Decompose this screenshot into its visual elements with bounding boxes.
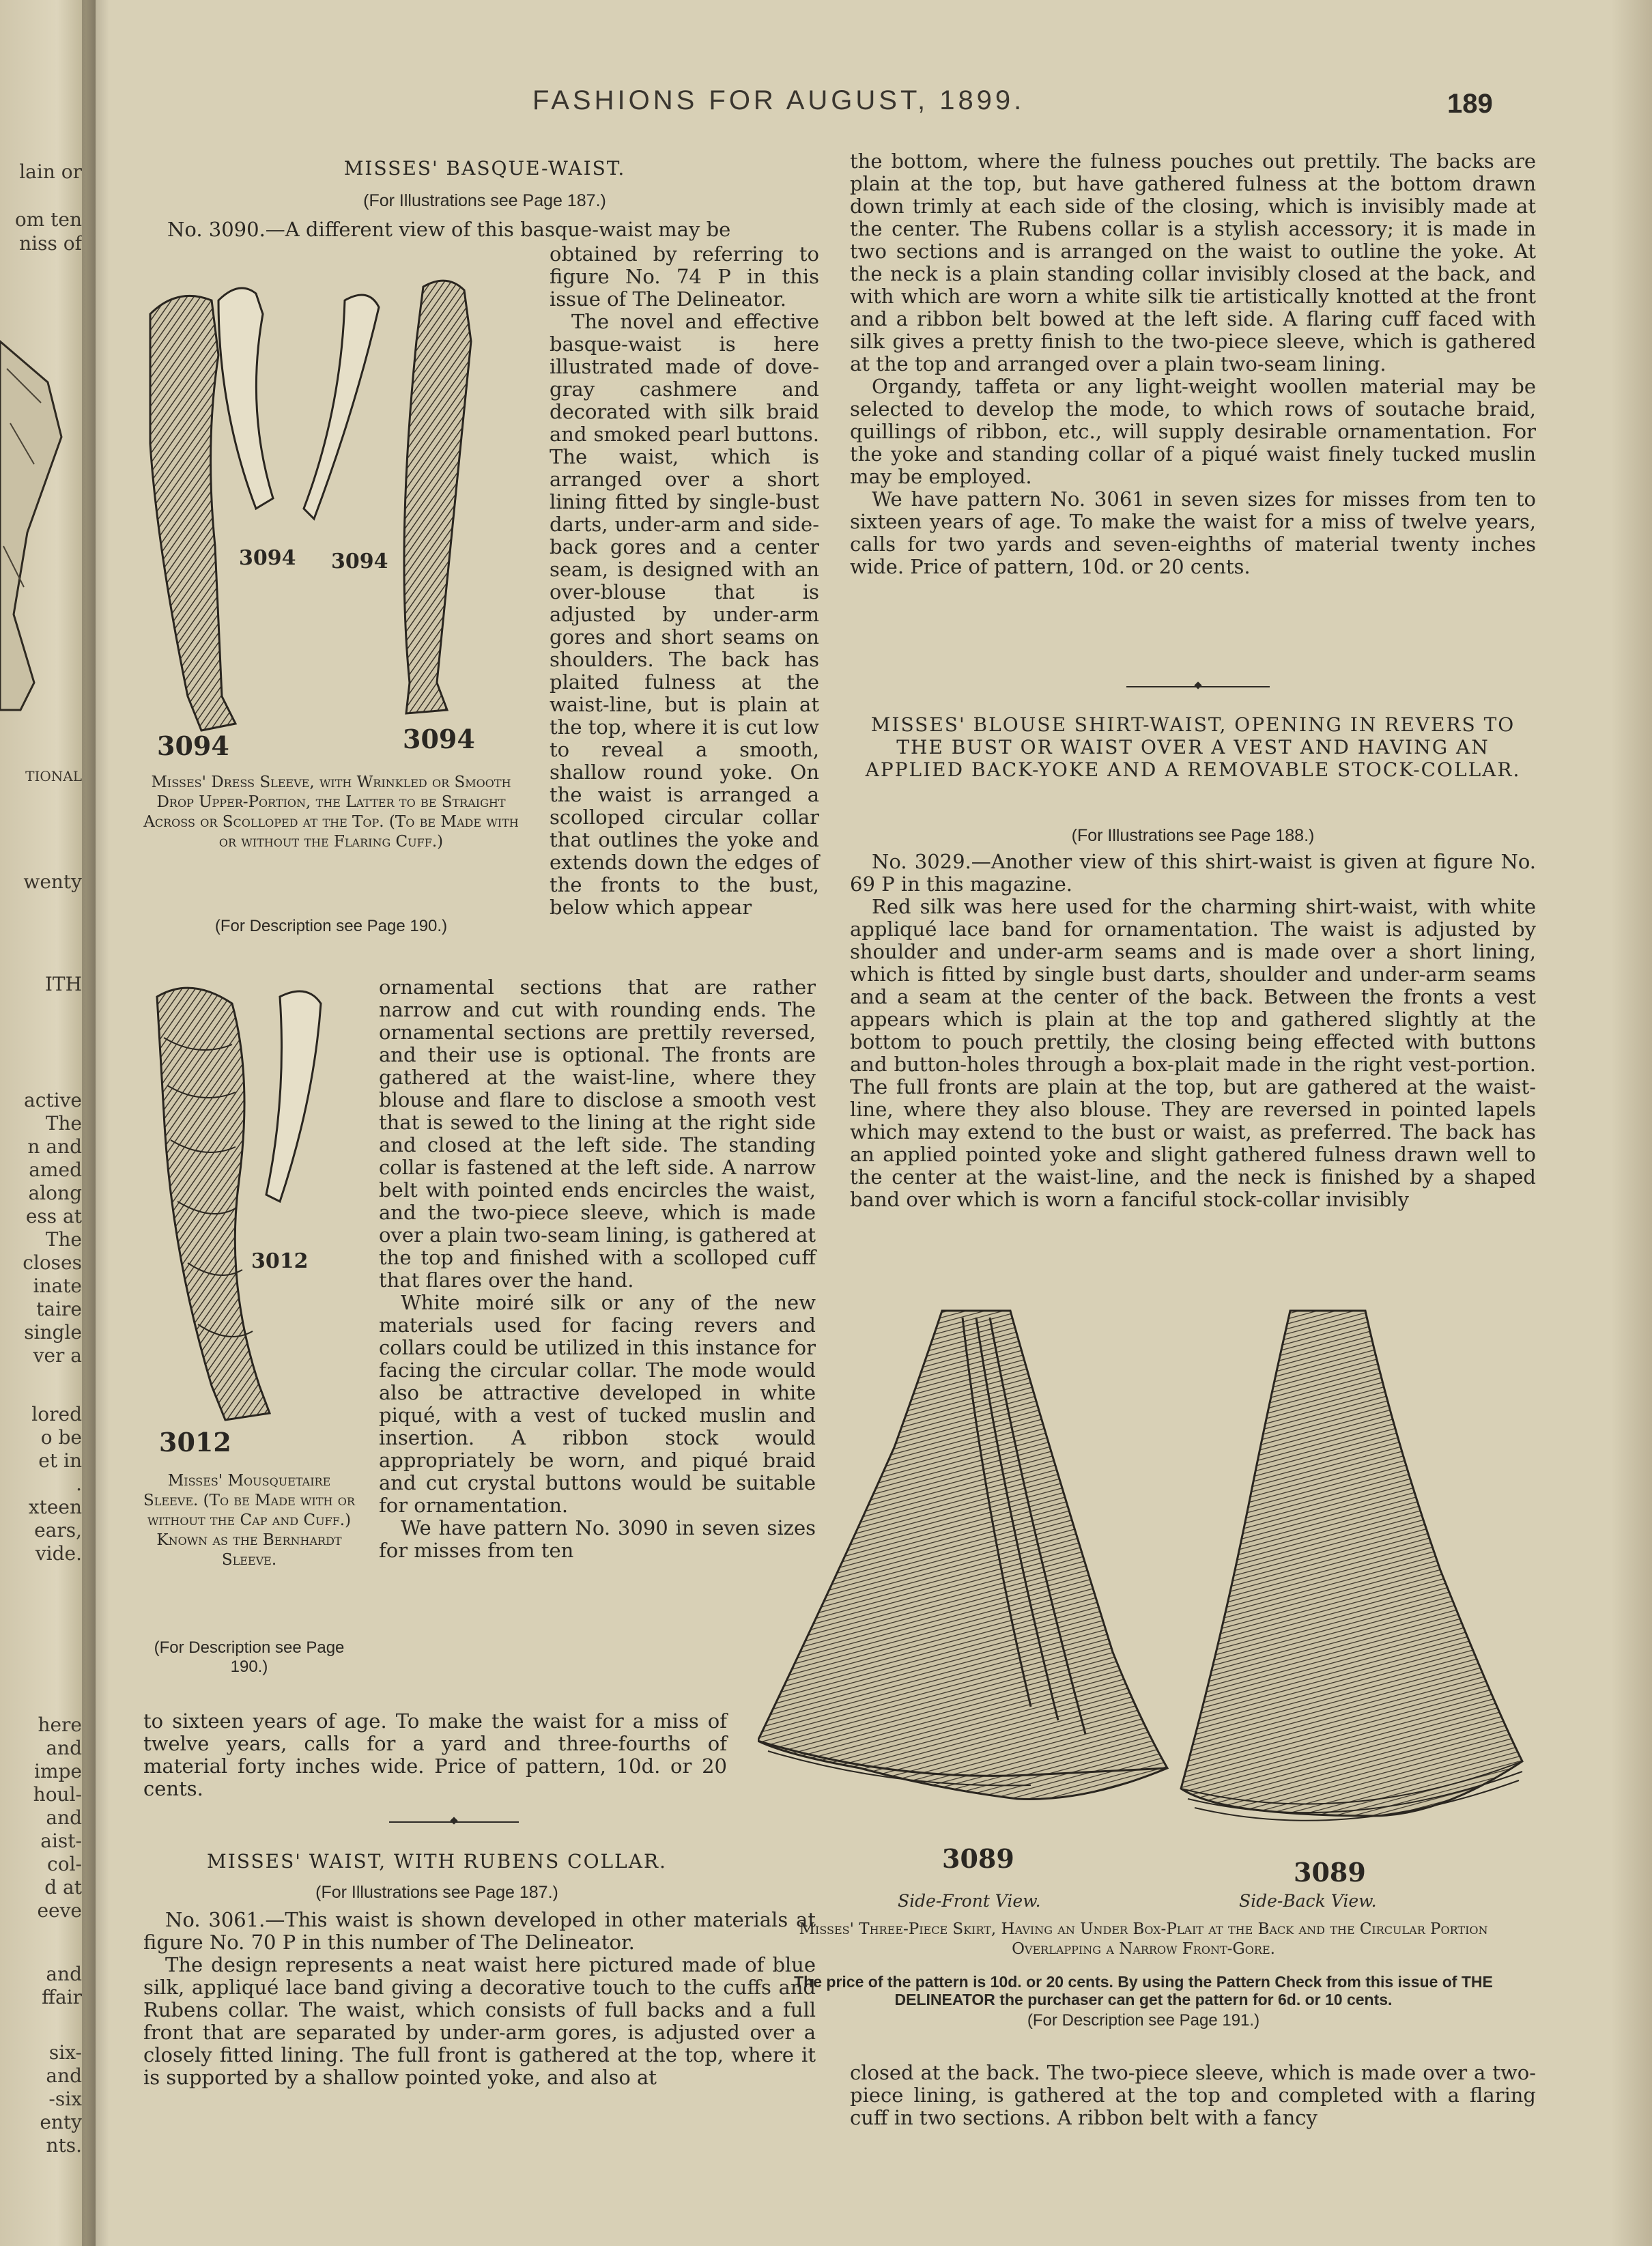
section-divider [389,1821,519,1823]
sleeve-3012-label: 3012 [251,1249,309,1273]
prev-page-figure [0,328,75,717]
basque-narrow-column [550,243,819,919]
prev-fragment: ears, [34,1519,82,1541]
skirt-price-note: The price of the pattern is 10d. or 20 cents. By using the Pattern Check from this issue of THE DELINEATOR the purchaser can get the pattern for 6d. or 10 cents. [794,1973,1493,2008]
blouse-p2: Red silk was here used for the charming shirt-waist, with white appliqué lace band for ornamentation. The waist is adjusted by shoulder and under-arm seams and is made over a short lining, which is fitted by single bust darts, shoulder and under-arm seams and a seam at the center of the back. Between the fronts a vest appears which is plain at the top and gathered slightly at the bottom to pouch prettily, the closing being effected with buttons and button-holes through a box-plait made in the right vest-portion. The full fronts are plain at the top, but are gathered at the waist-line, where they also blouse. They are reversed in pointed lapels which may extend to the bust or waist, as preferred. The back has an applied pointed yoke and slight gathered fulness drawn well to the center at the waist-line, and the neck is finished by a shaped band over which is worn a fanciful stock-collar invisibly [850,895,1536,1211]
prev-fragment: impe [34,1760,82,1782]
skirt-back-label: 3089 [1294,1857,1366,1888]
blouse-title: MISSES' BLOUSE SHIRT-WAIST, OPENING IN REVERS TO THE BUST OR WAIST OVER A VEST AND HAVING AN APPLIED BACK-YOKE AND A REMOVABLE STOCK-COLLAR. [865,713,1521,781]
rubens-p1: No. 3061.—This waist is shown developed in other materials at figure No. 70 P in this number of The Delineator. [143,1908,816,1954]
blouse-ref: (For Illustrations see Page 188.) [1071,826,1315,845]
blouse-continued [850,2062,1536,2129]
prev-fragment: ver a [33,1344,82,1367]
skirt-front-view-label: Side-Front View. [898,1891,1041,1911]
basque-narrow-p2: The novel and effective basque-waist is here illustrated made of dove-gray cashmere and decorated with silk braid and smoked pearl buttons. The waist, which is arranged over a short lining fitted by single-bust darts, under-arm and side-back gores and a center seam, is designed with an over-blouse that is adjusted by under-arm gores and short seams on shoulders. The back has plaited fulness at the waist-line, but is plain at the top, where it is cut low to reveal a smooth, shallow round yoke. On the waist is arranged a scolloped circular collar that outlines the yoke and extends down the edges of the fronts to the bust, below which appear [550,310,819,919]
basque-narrow-p1: obtained by referring to figure No. 74 P in this issue of The Delineator. [550,242,819,311]
prev-fragment: amed [29,1158,82,1181]
prev-fragment: and [46,1963,82,1985]
skirt-front-label: 3089 [942,1843,1014,1874]
prev-fragment: TIONAL [25,768,82,784]
sleeve-3094-illustration [137,273,519,751]
prev-fragment: enty [40,2111,82,2133]
basque-ref: (For Illustrations see Page 187.) [363,191,606,210]
prev-fragment: The [45,1112,82,1135]
prev-fragment: ITH [44,973,82,995]
prev-fragment: nts. [46,2134,82,2157]
prev-fragment: om ten [14,208,82,231]
prev-fragment: et in [38,1449,82,1472]
blouse-p1: No. 3029.—Another view of this shirt-waist is given at figure No. 69 P in this magazine. [850,850,1536,896]
rubens-right-p2: Organdy, taffeta or any light-weight woollen material may be selected to develop the mode, to which rows of soutache braid, quillings of ribbon, etc., will supply desirable ornamentation. For the yoke and standing collar of a piqué waist finely tucked muslin may be employed. [850,375,1536,488]
sleeve-3094-label: 3094 [403,724,475,754]
prev-fragment: -six [48,2088,82,2110]
basque-p4b: to sixteen years of age. To make the waist for a miss of twelve years, calls for a yard and three-fourths of material forty inches wide. Price of pattern, 10d. or 20 cents. [143,1709,727,1800]
skirt-3089-illustration [758,1297,1536,1843]
prev-fragment: d at [44,1876,82,1899]
book-gutter [82,0,109,2246]
page-edge [1611,0,1652,2246]
prev-fragment: active [24,1089,82,1111]
prev-fragment: vide. [35,1542,82,1565]
prev-fragment: eeve [37,1899,82,1922]
prev-fragment: closes [23,1251,82,1274]
sleeve-3094-label: 3094 [331,550,388,573]
prev-fragment: ffair [42,1986,82,2008]
prev-fragment: col- [47,1853,82,1875]
prev-fragment: n and [27,1135,82,1158]
prev-fragment: here [38,1714,82,1736]
basque-first-line: No. 3090.—A different view of this basque-waist may be [167,218,731,241]
rubens-continued [850,150,1536,578]
basque-p4a: We have pattern No. 3090 in seven sizes for misses from ten [379,1516,816,1562]
basque-wide-column [379,976,816,1562]
sleeve-3094-label: 3094 [239,546,296,570]
rubens-p2: The design represents a neat waist here pictured made of blue silk, appliqué lace band giving a decorative touch to the cuffs and Rubens collar. The waist, which consists of full backs and a full front that are separated by under-arm gores, is adjusted over a closely fitted lining. The full front is gathered at the top, where it is supported by a shallow pointed yoke, and also at [143,1953,816,2089]
prev-fragment: and [46,2064,82,2087]
blouse-body [850,851,1536,1211]
prev-fragment: single [24,1321,82,1344]
skirt-caption: Misses' Three-Piece Skirt, Having an Under Box-Plait at the Back and the Circular Portion Overlapping a Narrow Front-Gore. [799,1920,1488,1958]
prev-fragment: . [76,1473,82,1495]
basque-wide-p: ornamental sections that are rather narrow and cut with rounding ends. The ornamental sections are prettily reversed, and their use is optional. The fronts are gathered at the waist-line, where they blouse and flare to disclose a smooth vest that is sewed to the lining at the right side and closed at the left side. The standing collar is fastened at the left side. A narrow belt with pointed ends encircles the waist, and the two-piece sleeve, which is made over a plain two-seam lining, is gathered at the top and finished with a scolloped cuff that flares over the hand. [379,976,816,1292]
prev-fragment: and [46,1737,82,1759]
page-number: 189 [1447,89,1493,119]
running-header: FASHIONS FOR AUGUST, 1899. [532,85,1025,115]
prev-fragment: and [46,1806,82,1829]
prev-fragment: taire [36,1298,82,1320]
prev-fragment: The [45,1228,82,1251]
rubens-ref: (For Illustrations see Page 187.) [315,1883,558,1902]
prev-fragment: six- [48,2041,82,2064]
prev-fragment: along [28,1182,82,1204]
prev-fragment: xteen [28,1496,82,1518]
basque-end [143,1710,727,1800]
sleeve-3094-label: 3094 [157,730,229,761]
rubens-right-p3: We have pattern No. 3061 in seven sizes for misses from ten to sixteen years of age. To make the waist for a miss of twelve years, calls for two yards and seven-eighths of material twenty inches wide. Price of pattern, 10d. or 20 cents. [850,487,1536,578]
prev-fragment: inate [33,1275,82,1297]
prev-fragment: lored [31,1403,82,1425]
sleeve-3094-desc: (For Description see Page 190.) [214,917,448,935]
prev-fragment: houl- [33,1783,82,1806]
skirt-desc: (For Description see Page 191.) [1027,2011,1260,2030]
prev-fragment: ess at [25,1205,82,1227]
basque-title: MISSES' BASQUE-WAIST. [343,157,626,180]
prev-fragment: lain or [19,160,82,183]
basque-p3: White moiré silk or any of the new materials used for facing revers and collars could be utilized in this instance for facing the circular collar. The mode would also be attractive developed in white piqué, with a vest of tucked muslin and insertion. A ribbon stock would appropriately be worn, and piqué braid and cut crystal buttons would be suitable for ornamentation. [379,1291,816,1517]
sleeve-3094-caption: Misses' Dress Sleeve, with Wrinkled or Smooth Drop Upper-Portion, the Latter to be Straight Across or Scolloped at the Top. (To be Made with or without the Flaring Cuff.) [143,773,519,851]
rubens-right-p1: the bottom, where the fulness pouches out prettily. The backs are plain at the top, but have gathered fulness at the bottom drawn down trimly at each side of the closing, which is invisibly made at the center. The Rubens collar is a stylish accessory; it is made in two sections and is arranged on the waist to outline the yoke. At the neck is a plain standing collar invisibly closed at the back, and with which are worn a white silk tie artistically knotted at the front and a ribbon belt bowed at the left side. A flaring cuff faced with silk gives a pretty finish to the two-piece sleeve, which is gathered at the top and arranged over a plain two-seam lining. [850,150,1536,375]
rubens-title: MISSES' WAIST, WITH RUBENS COLLAR. [207,1850,667,1873]
skirt-back-view-label: Side-Back View. [1239,1891,1377,1911]
sleeve-3012-desc: (For Description see Page 190.) [154,1638,345,1676]
prev-fragment: wenty [23,870,82,893]
sleeve-3012-illustration [150,976,341,1434]
sleeve-3012-caption: Misses' Mousquetaire Sleeve. (To be Made with or without the Cap and Cuff.) Known as the Bernhardt Sleeve. [143,1472,355,1569]
sleeve-3012-label: 3012 [159,1427,231,1458]
prev-fragment: o be [40,1426,82,1449]
prev-fragment: niss of [19,232,82,255]
rubens-body [143,1909,816,2089]
prev-fragment: aist- [40,1830,82,1852]
blouse-p-bottom: closed at the back. The two-piece sleeve, which is made over a two-piece lining, is gathered at the top and completed with a flaring cuff in two sections. A ribbon belt with a fancy [850,2061,1536,2129]
section-divider [1126,686,1270,687]
